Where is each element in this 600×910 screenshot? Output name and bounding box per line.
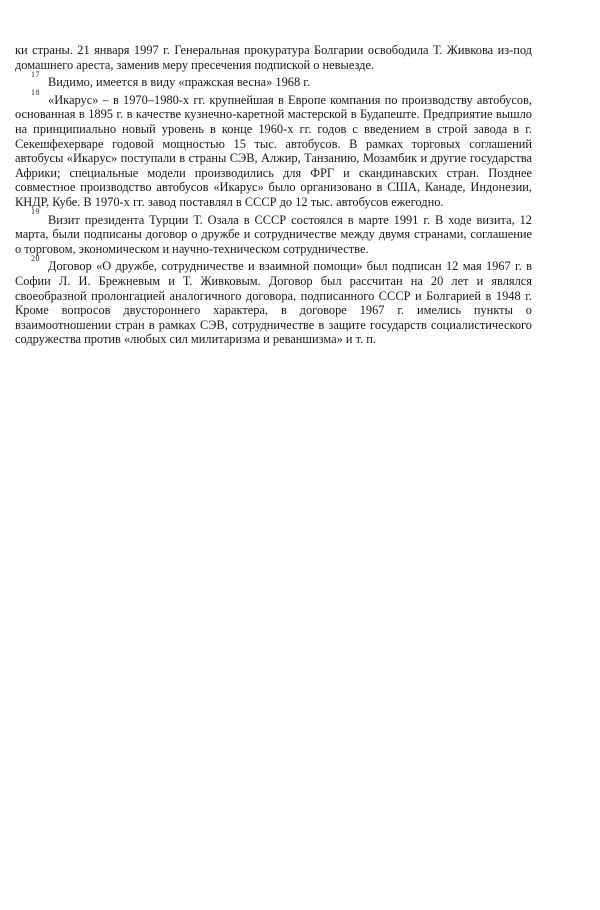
footnote-19-marker: 19: [31, 207, 40, 217]
continuation-paragraph-text: ки страны. 21 января 1997 г. Генеральная прокуратура Болгарии освободила Т. Живкова из-под домашнего ареста, заменив меру пресечения подпиской о невыезде.: [15, 43, 532, 72]
footnote-18-marker: 18: [31, 87, 40, 97]
footnote-19-text: Визит президента Турции Т. Озала в СССР состоялся в марте 1991 г. В ходе визита, 12 марта, были подписаны договор о дружбе и сотрудничестве между двумя странами, соглашение о торговом, экономическом и научно-техническом сотрудничестве.: [15, 212, 532, 256]
footnote-20-marker: 20: [31, 254, 40, 264]
footnote-19: [15, 207, 532, 257]
footnote-17: [15, 70, 532, 90]
footnote-18: [15, 87, 532, 210]
endnotes-text-block: [15, 43, 532, 347]
footnote-18-text: «Икарус» – в 1970–1980-х гг. крупнейшая в Европе компания по производству автобусов, основанная в 1895 г. в качестве кузнечно-каретной мастерской в Будапеште. Предприятие вышло на принципиально новый уровень в конце 1960-х гг. годов с введением в строй завода в г. Секешфехерваре годовой мощностью 15 тыс. автобусов. В рамках торговых соглашений автобусы «Икарус» поступали в страны СЭВ, Алжир, Танзанию, Мозамбик и другие государства Африки; специальные модели производились для ФРГ и скандинавских стран. Позднее совместное производство автобусов «Икарус» было организовано в США, Канаде, Индонезии, КНДР, Кубе. В 1970-х гг. завод поставлял в СССР до 12 тыс. автобусов ежегодно.: [15, 92, 532, 209]
footnote-20: [15, 254, 532, 347]
footnote-17-text: Видимо, имеется в виду «пражская весна» 1968 г.: [48, 75, 311, 90]
footnote-17-marker: 17: [31, 70, 40, 80]
continuation-paragraph: [15, 43, 532, 72]
footnote-20-text: Договор «О дружбе, сотрудничестве и взаимной помощи» был подписан 12 мая 1967 г. в Софии Л. И. Брежневым и Т. Живковым. Договор был рассчитан на 20 лет и являлся своеобразной пролонгацией аналогичного договора, подписанного СССР и Болгарией в 1948 г. Кроме вопросов двустороннего характера, в договоре 1967 г. имелись пункты о взаимоотношении стран в рамках СЭВ, сотрудничестве в защите государств социалистического содружества против «любых сил милитаризма и реваншизма» и т. п.: [15, 259, 532, 347]
